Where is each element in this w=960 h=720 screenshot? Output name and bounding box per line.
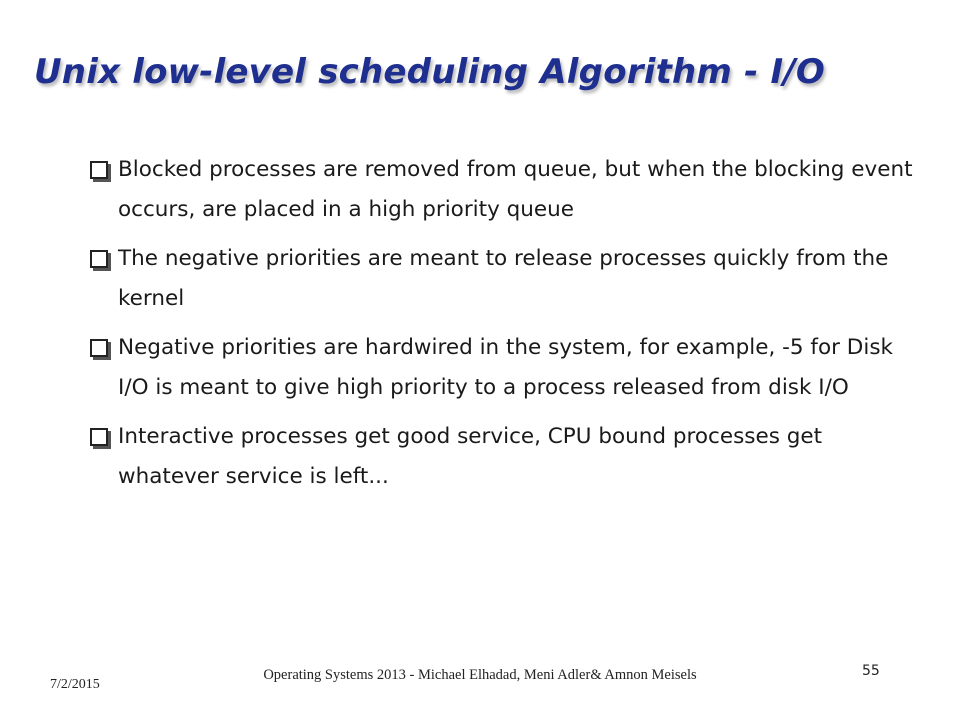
slide-title: Unix low-level scheduling Algorithm - I/O xyxy=(34,52,826,92)
bullet-item xyxy=(90,328,920,408)
checkbox-bullet-icon xyxy=(90,161,108,179)
footer-date: 7/2/2015 xyxy=(50,677,100,692)
bullet-item xyxy=(90,239,920,319)
bullet-item xyxy=(90,150,920,230)
bullet-text: Negative priorities are hardwired in the system, for example, -5 for Disk I/O is meant to give high priority to a process released from disk I/O xyxy=(118,335,893,400)
checkbox-bullet-icon xyxy=(90,250,108,268)
bullet-text: The negative priorities are meant to release processes quickly from the kernel xyxy=(118,246,889,311)
bullet-text: Blocked processes are removed from queue, but when the blocking event occurs, are placed in a high priority queue xyxy=(118,157,913,222)
page-number: 55 xyxy=(862,663,880,679)
bullet-text: Interactive processes get good service, CPU bound processes get whatever service is left... xyxy=(118,424,823,489)
bullet-item xyxy=(90,417,920,497)
checkbox-bullet-icon xyxy=(90,428,108,446)
bullet-list xyxy=(90,150,920,506)
footer-credit: Operating Systems 2013 - Michael Elhadad, Meni Adler& Amnon Meisels xyxy=(263,667,697,683)
checkbox-bullet-icon xyxy=(90,339,108,357)
